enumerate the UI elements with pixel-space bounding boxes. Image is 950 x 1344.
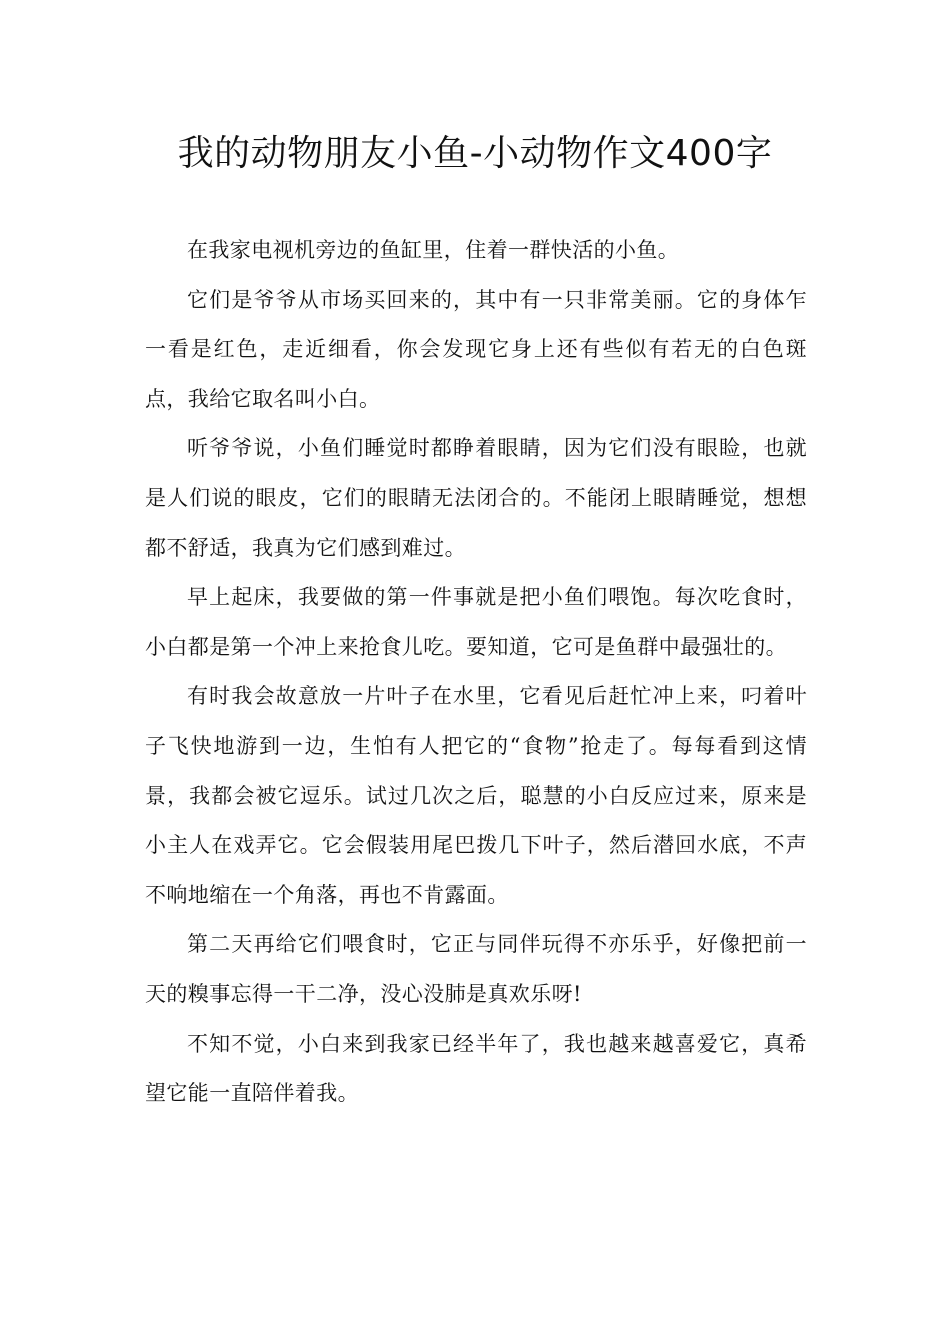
document-body — [145, 226, 807, 1119]
paragraph: 在我家电视机旁边的鱼缸里，住着一群快活的小鱼。 — [187, 238, 680, 262]
paragraph: 有时我会故意放一片叶子在水里，它看见后赶忙冲上来，叼着叶子飞快地游到一边，生怕有人把它的“食物”抢走了。每每看到这情景，我都会被它逗乐。试过几次之后，聪慧的小白反应过来，原来是小主人在戏弄它。它会假装用尾巴拨几下叶子，然后潜回水底，不声不响地缩在一个角落，再也不肯露面。 — [145, 684, 807, 907]
paragraph: 第二天再给它们喂食时，它正与同伴玩得不亦乐乎，好像把前一天的糗事忘得一干二净，没心没肺是真欢乐呀! — [145, 932, 807, 1006]
paragraph: 早上起床，我要做的第一件事就是把小鱼们喂饱。每次吃食时，小白都是第一个冲上来抢食儿吃。要知道，它可是鱼群中最强壮的。 — [145, 585, 807, 659]
paragraph: 它们是爷爷从市场买回来的，其中有一只非常美丽。它的身体乍一看是红色，走近细看，你会发现它身上还有些似有若无的白色斑点，我给它取名叫小白。 — [145, 287, 807, 411]
document-title: 我的动物朋友小鱼-小动物作文400字 — [177, 133, 773, 174]
paragraph: 不知不觉，小白来到我家已经半年了，我也越来越喜爱它，真希望它能一直陪伴着我。 — [145, 1031, 807, 1106]
paragraph: 听爷爷说，小鱼们睡觉时都睁着眼睛，因为它们没有眼睑，也就是人们说的眼皮，它们的眼睛无法闭合的。不能闭上眼睛睡觉，想想都不舒适，我真为它们感到难过。 — [145, 436, 807, 560]
